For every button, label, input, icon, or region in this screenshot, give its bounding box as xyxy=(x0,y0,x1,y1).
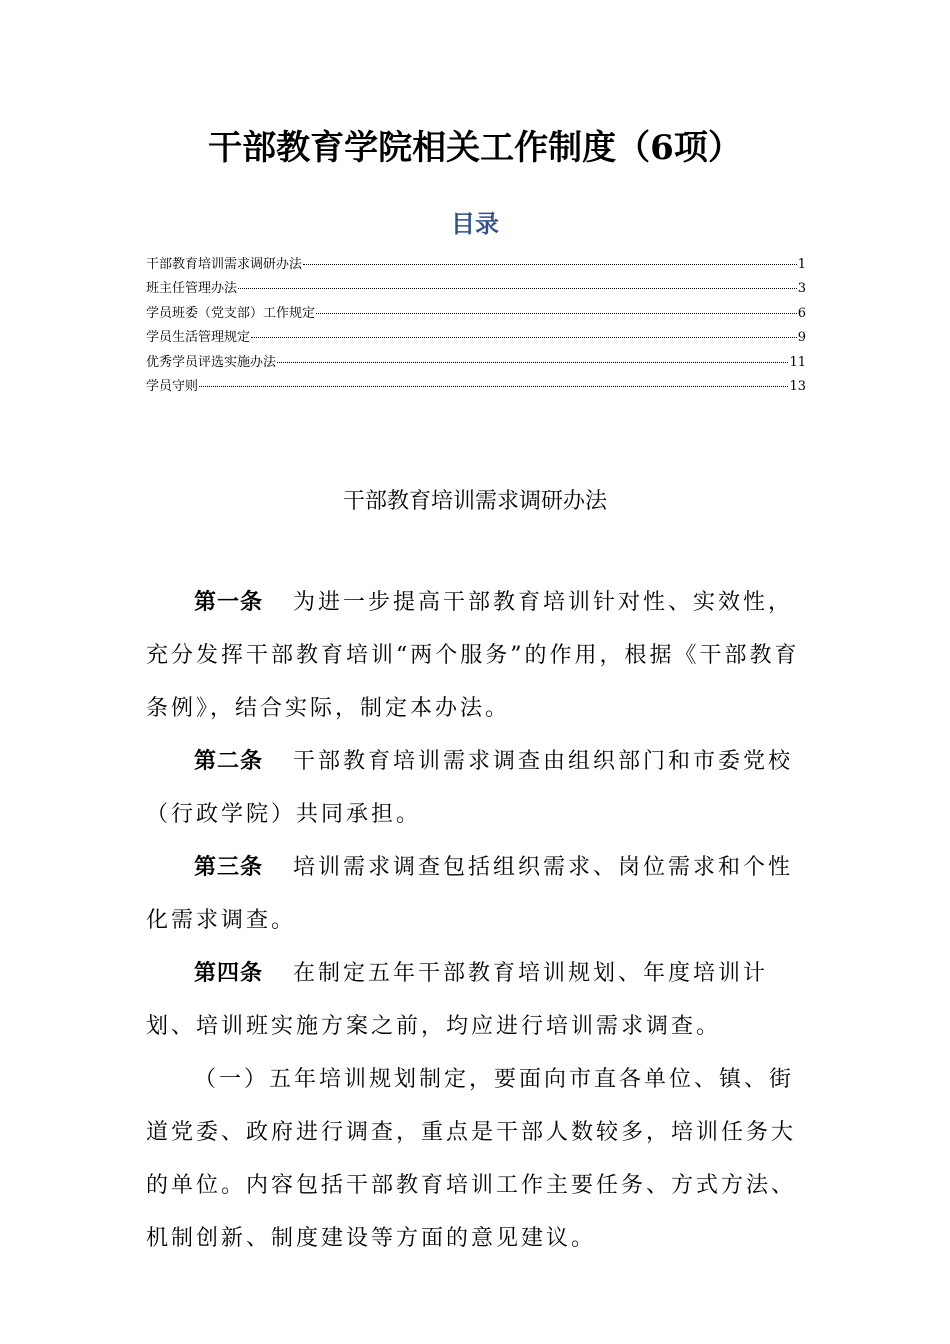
toc-leader-dots xyxy=(199,386,788,387)
toc-entry-page: 6 xyxy=(797,305,806,321)
toc-leader-dots xyxy=(238,288,797,289)
article-label: 第三条 xyxy=(194,855,264,880)
article-text: 干部教育培训需求调查由组织部门和市委党校（行政学院）共同承担。 xyxy=(146,749,794,827)
article-text: 培训需求调查包括组织需求、岗位需求和个性化需求调查。 xyxy=(146,855,794,933)
article-paragraph xyxy=(146,841,806,947)
toc-entry-page: 3 xyxy=(797,281,806,297)
document-body xyxy=(146,576,806,1265)
section-title: 干部教育培训需求调研办法 xyxy=(342,489,607,514)
toc-leader-dots xyxy=(316,313,797,314)
article-text: 为进一步提高干部教育培训针对性、实效性，充分发挥干部教育培训“两个服务”的作用，根据《干部教育条例》，结合实际，制定本办法。 xyxy=(146,590,800,721)
toc-entry-title: 班主任管理办法 xyxy=(146,281,238,297)
toc-leader-dots xyxy=(303,264,797,265)
toc-entry-page: 11 xyxy=(789,354,806,370)
article-paragraph xyxy=(146,947,806,1053)
toc-entry[interactable] xyxy=(146,277,806,301)
toc-leader-dots xyxy=(277,362,788,363)
toc-heading: 目录 xyxy=(451,209,499,238)
document-title: 干部教育学院相关工作制度（6项） xyxy=(208,128,742,168)
toc-entry-page: 9 xyxy=(797,330,806,346)
toc-entry[interactable] xyxy=(146,326,806,350)
article-label: 第一条 xyxy=(194,590,264,615)
toc-entry[interactable] xyxy=(146,253,806,277)
toc-entry-title: 学员生活管理规定 xyxy=(146,330,251,346)
toc-entry-title: 干部教育培训需求调研办法 xyxy=(146,257,303,272)
toc-entry-title: 优秀学员评选实施办法 xyxy=(146,354,277,370)
toc-entry[interactable] xyxy=(146,302,806,326)
toc-leader-dots xyxy=(251,337,797,338)
article-paragraph xyxy=(146,576,806,735)
article-label: 第四条 xyxy=(194,961,264,986)
article-label: 第二条 xyxy=(194,749,264,774)
article-paragraph xyxy=(146,735,806,841)
toc-entry-page: 1 xyxy=(797,257,806,272)
toc-entry[interactable] xyxy=(146,351,806,375)
toc-entry-page: 13 xyxy=(789,378,806,394)
sub-item-paragraph: （一）五年培训规划制定，要面向市直各单位、镇、街道党委、政府进行调查，重点是干部人数较多，培训任务大的单位。内容包括干部教育培训工作主要任务、方式方法、机制创新、制度建设等方面的意见建议。 xyxy=(146,1067,797,1251)
toc-entry[interactable] xyxy=(146,375,806,399)
table-of-contents xyxy=(146,253,806,399)
article-text: 在制定五年干部教育培训规划、年度培训计划、培训班实施方案之前，均应进行培训需求调查。 xyxy=(146,961,769,1039)
toc-entry-title: 学员班委（党支部）工作规定 xyxy=(146,305,316,321)
toc-entry-title: 学员守则 xyxy=(146,378,199,394)
